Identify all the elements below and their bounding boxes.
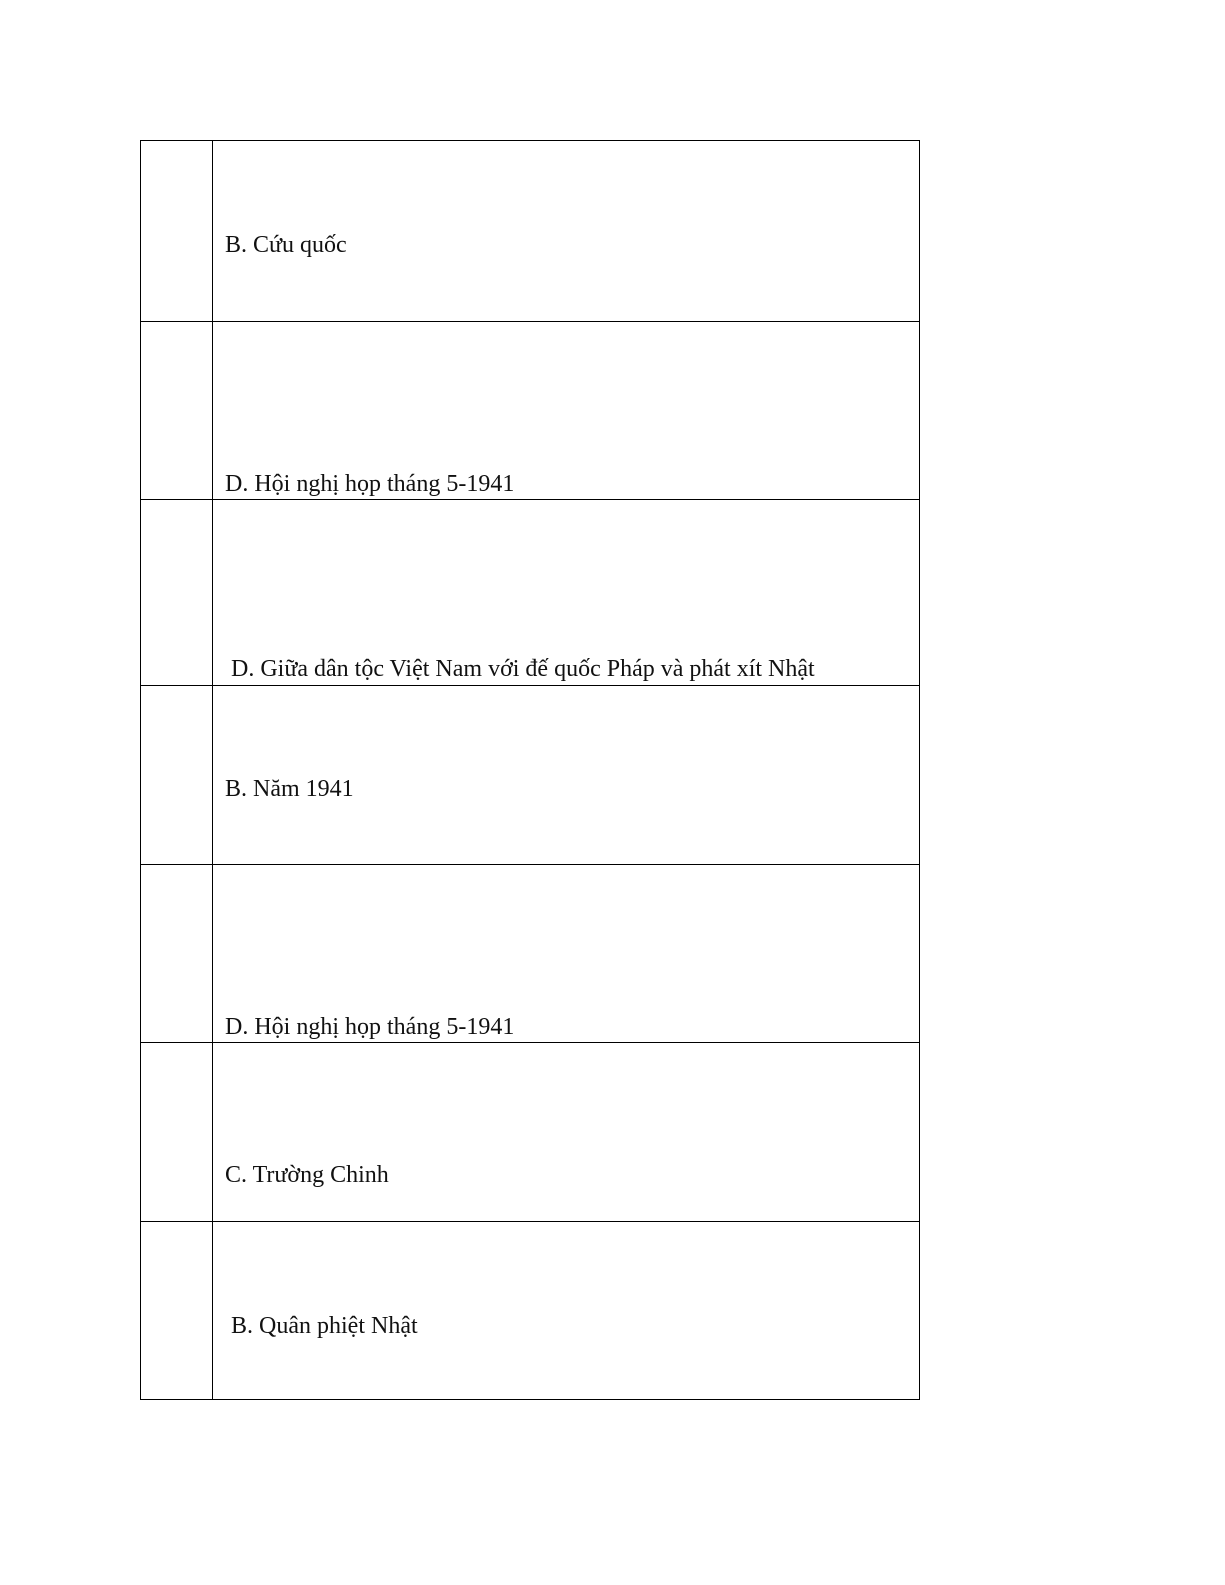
question-number-cell [141, 1222, 213, 1399]
answer-text: D. Hội nghị họp tháng 5-1941 [225, 1014, 515, 1040]
question-number-cell [141, 322, 213, 499]
table-row [141, 141, 919, 321]
question-number-cell [141, 1043, 213, 1221]
answer-table [140, 140, 920, 1400]
answer-text: B. Năm 1941 [225, 776, 354, 802]
table-row [141, 1042, 919, 1221]
table-row [141, 499, 919, 685]
question-number-cell [141, 686, 213, 864]
question-number-cell [141, 500, 213, 685]
table-row [141, 864, 919, 1042]
table-row [141, 321, 919, 499]
answer-text: B. Quân phiệt Nhật [231, 1313, 418, 1339]
answer-text: B. Cứu quốc [225, 232, 347, 258]
table-row [141, 1221, 919, 1399]
question-number-cell [141, 141, 213, 321]
answer-text: D. Giữa dân tộc Việt Nam với đế quốc Pháp và phát xít Nhật [231, 656, 815, 682]
table-row [141, 685, 919, 864]
question-number-cell [141, 865, 213, 1042]
answer-text: D. Hội nghị họp tháng 5-1941 [225, 471, 515, 497]
answer-text: C. Trường Chinh [225, 1162, 389, 1188]
